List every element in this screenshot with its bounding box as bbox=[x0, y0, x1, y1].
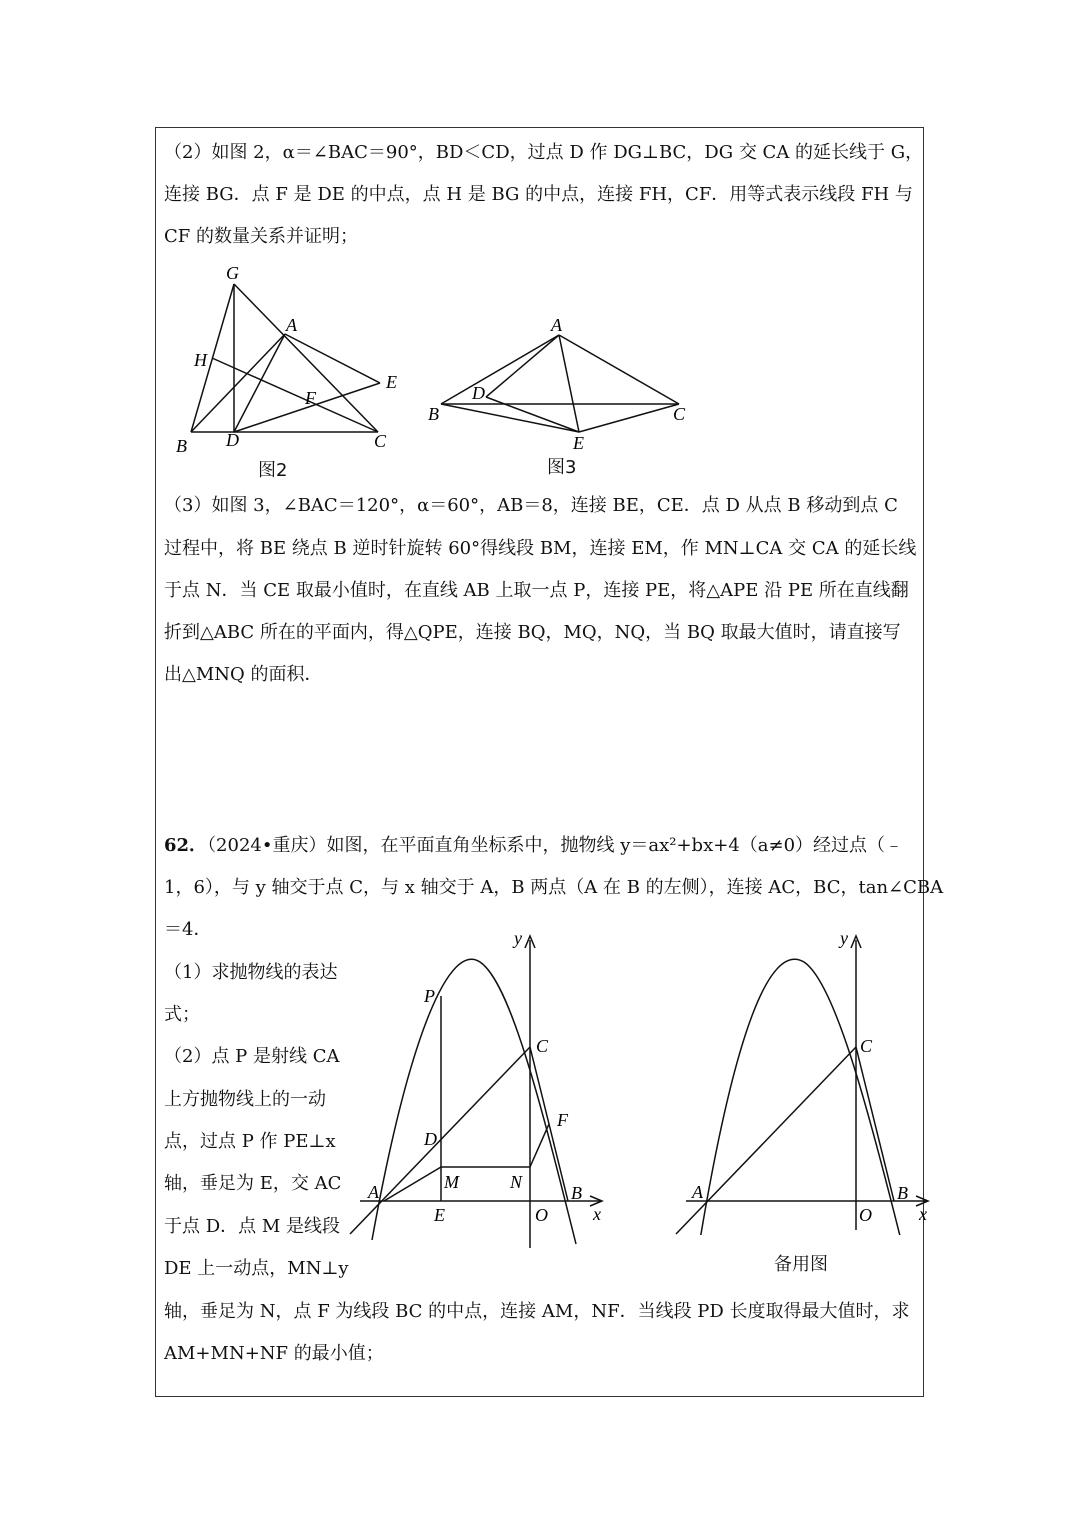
graph2-label-O: O bbox=[859, 1205, 872, 1225]
fig3-label-D: D bbox=[472, 383, 485, 403]
q62-line-1 bbox=[164, 834, 903, 858]
part3-line-4: 折到△ABC 所在的平面内，得△QPE，连接 BQ，MQ，NQ，当 BQ 取最大值时，请直接写 bbox=[164, 622, 901, 643]
fig2-label-B: B bbox=[176, 436, 187, 456]
q62-sub1-line-2: 式； bbox=[164, 1004, 200, 1025]
graph2-caption: 备用图 bbox=[774, 1254, 828, 1275]
graph1-label-E: E bbox=[434, 1205, 445, 1225]
part3-line-2: 过程中，将 BE 绕点 B 逆时针旋转 60°得线段 BM，连接 EM，作 MN⊥CA 交 CA 的延长线 bbox=[164, 538, 917, 559]
fig2-label-H: H bbox=[194, 350, 207, 370]
graph2-label-y: y bbox=[840, 928, 848, 948]
graph1-label-O: O bbox=[535, 1205, 548, 1225]
graph1-label-D: D bbox=[424, 1129, 437, 1149]
part3-line-1: （3）如图 3，∠BAC＝120°，α＝60°，AB＝8，连接 BE，CE．点 D 从点 B 移动到点 C bbox=[164, 495, 898, 516]
q62-sub2-line-3: 点，过点 P 作 PE⊥x bbox=[164, 1131, 336, 1152]
part2-line-3: CF 的数量关系并证明； bbox=[164, 226, 358, 247]
q62-line-2: 1，6），与 y 轴交于点 C，与 x 轴交于 A，B 两点（A 在 B 的左侧），连接 AC，BC，tan∠CBA bbox=[164, 877, 944, 898]
graph1-label-M: M bbox=[444, 1172, 459, 1192]
q62-sub2-line-5: 于点 D．点 M 是线段 bbox=[164, 1216, 341, 1237]
q62-tail-line-2: AM+MN+NF 的最小值； bbox=[164, 1343, 384, 1364]
fig3-caption: 图3 bbox=[547, 457, 577, 478]
part2-line-1: （2）如图 2，α＝∠BAC＝90°，BD＜CD，过点 D 作 DG⊥BC，DG 交 CA 的延长线于 G， bbox=[164, 142, 924, 163]
q62-number: 62． bbox=[164, 835, 208, 856]
part3-line-5: 出△MNQ 的面积． bbox=[164, 664, 323, 685]
fig2-label-F: F bbox=[305, 388, 316, 408]
q62-sub2-line-4: 轴，垂足为 E，交 AC bbox=[164, 1173, 342, 1194]
q62-line-3: ＝4． bbox=[164, 919, 212, 940]
q62-intro: （2024•重庆）如图，在平面直角坐标系中，抛物线 y＝ax²+bx+4（a≠0）经过点（﹣ bbox=[207, 835, 904, 856]
fig3-label-B: B bbox=[428, 404, 439, 424]
part2-line-2: 连接 BG．点 F 是 DE 的中点，点 H 是 BG 的中点，连接 FH，CF．用等式表示线段 FH 与 bbox=[164, 184, 913, 205]
graph1-label-C: C bbox=[536, 1036, 549, 1056]
parabola-figure-spare bbox=[670, 925, 932, 1235]
graph2-label-B: B bbox=[897, 1183, 908, 1203]
q62-tail-line-1: 轴，垂足为 N，点 F 为线段 BC 的中点，连接 AM，NF．当线段 PD 长度取得最大值时，求 bbox=[164, 1301, 910, 1322]
graph1-label-F: F bbox=[557, 1110, 568, 1130]
fig2-caption: 图2 bbox=[258, 460, 288, 481]
q62-sub2-line-2: 上方抛物线上的一动 bbox=[164, 1089, 326, 1110]
graph1-label-A: A bbox=[368, 1182, 379, 1202]
fig3-label-C: C bbox=[673, 404, 686, 424]
fig2-label-G: G bbox=[226, 263, 239, 283]
graph1-label-B: B bbox=[571, 1183, 582, 1203]
graph2-label-A: A bbox=[692, 1182, 703, 1202]
graph2-label-x: x bbox=[919, 1204, 927, 1224]
fig2-label-A: A bbox=[286, 315, 297, 335]
graph2-label-C: C bbox=[860, 1036, 873, 1056]
graph1-label-N: N bbox=[510, 1172, 523, 1192]
parabola-figure-main bbox=[340, 925, 620, 1255]
q62-sub1-line-1: （1）求抛物线的表达 bbox=[164, 962, 338, 983]
graph1-label-x: x bbox=[593, 1204, 601, 1224]
fig2-label-C: C bbox=[374, 431, 387, 451]
fig2-label-D: D bbox=[226, 430, 239, 450]
fig3-label-A: A bbox=[551, 315, 562, 335]
graph1-label-y: y bbox=[514, 928, 522, 948]
q62-sub2-line-6: DE 上一动点，MN⊥y bbox=[164, 1258, 349, 1279]
graph1-label-P: P bbox=[424, 986, 435, 1006]
figure-3 bbox=[425, 312, 695, 457]
part3-line-3: 于点 N．当 CE 取最小值时，在直线 AB 上取一点 P，连接 PE，将△APE 沿 PE 所在直线翻 bbox=[164, 580, 909, 601]
figure-2 bbox=[170, 258, 420, 458]
q62-sub2-line-1: （2）点 P 是射线 CA bbox=[164, 1046, 340, 1067]
fig2-label-E: E bbox=[386, 372, 397, 392]
fig3-label-E: E bbox=[573, 433, 584, 453]
